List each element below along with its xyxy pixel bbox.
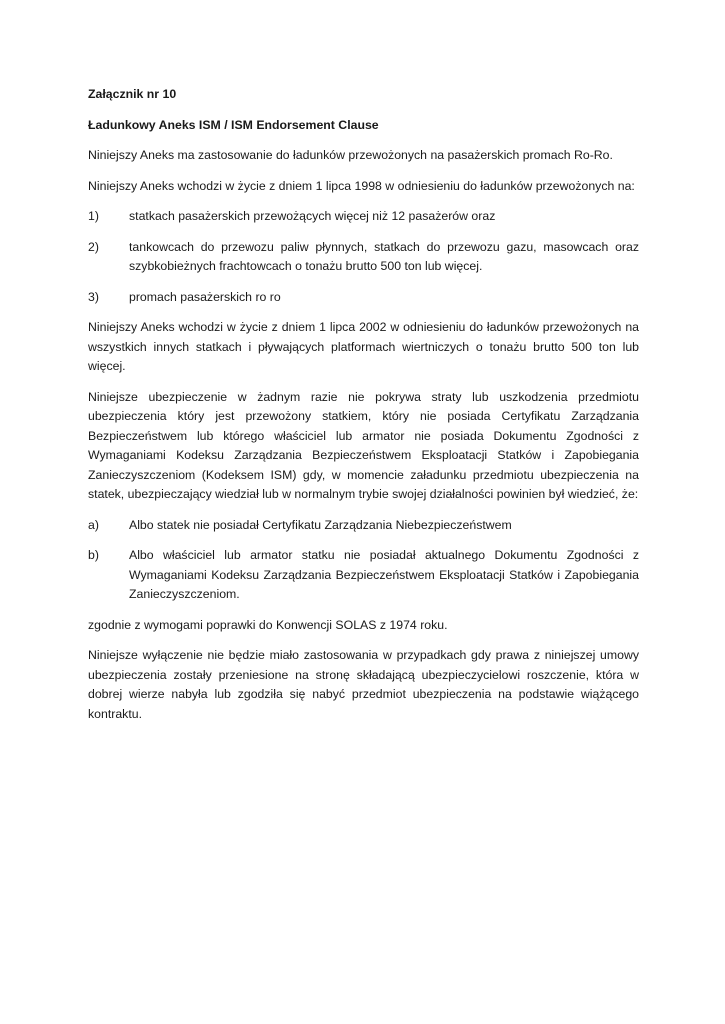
paragraph-effective-2002: Niniejszy Aneks wchodzi w życie z dniem 1 lipca 2002 w odniesieniu do ładunków przewożonych na wszystkich innych statkach i pływających platformach wiertniczych o tonażu brutto 500 ton lub więcej. [88, 320, 639, 373]
item-text: statkach pasażerskich przewożących więcej niż 12 pasażerów oraz [129, 209, 496, 223]
lettered-item [88, 516, 639, 536]
item-marker: b) [88, 548, 99, 562]
annex-heading: Załącznik nr 10 [88, 87, 177, 101]
numbered-item [88, 207, 639, 227]
paragraph-solas: zgodnie z wymogami poprawki do Konwencji SOLAS z 1974 roku. [88, 617, 448, 632]
paragraph-scope: Niniejszy Aneks ma zastosowanie do ładunków przewożonych na pasażerskich promach Ro-Ro. [88, 148, 613, 162]
item-marker: 1) [88, 209, 99, 223]
paragraph-exception: Niniejsze wyłączenie nie będzie miało zastosowania w przypadkach gdy prawa z niniejszej umowy ubezpieczenia zostały przeniesione na stronę składającą ubezpieczycielowi roszczenie, która w dobrej wierze nabyła lub zgodziła się nabyć przedmiot ubezpieczenia na podstawie wiążącego kontraktu. [88, 648, 639, 721]
numbered-item [88, 288, 639, 308]
item-text: promach pasażerskich ro ro [129, 289, 281, 304]
item-text: Albo właściciel lub armator statku nie posiadał aktualnego Dokumentu Zgodności z Wymaganiami Kodeksu Zarządzania Bezpieczeństwem Eksploatacji Statków i Zapobiegania Zanieczyszczeniom. [129, 548, 639, 601]
clause-title: Ładunkowy Aneks ISM / ISM Endorsement Clause [88, 117, 379, 132]
item-text: tankowcach do przewozu paliw płynnych, statkach do przewozu gazu, masowcach oraz szybkobieżnych frachtowcach o tonażu brutto 500 ton lub więcej. [129, 239, 639, 273]
item-marker: a) [88, 517, 99, 532]
lettered-item [88, 546, 639, 605]
paragraph-effective-1998: Niniejszy Aneks wchodzi w życie z dniem 1 lipca 1998 w odniesieniu do ładunków przewożonych na: [88, 178, 635, 193]
item-text: Albo statek nie posiadał Certyfikatu Zarządzania Niebezpieczeństwem [129, 517, 512, 532]
numbered-item [88, 238, 639, 277]
paragraph-exclusion: Niniejsze ubezpieczenie w żadnym razie nie pokrywa straty lub uszkodzenia przedmiotu ubezpieczenia który jest przewożony statkiem, który nie posiada Certyfikatu Zarządzania Bezpieczeństwem lub którego właściciel lub armator nie posiada Dokumentu Zgodności z Wymaganiami Kodeksu Zarządzania Bezpieczeństwem Eksploatacji Statków i Zapobiegania Zanieczyszczeniom (Kodeksem ISM) gdy, w momencie załadunku przedmiotu ubezpieczenia na statek, ubezpieczający wiedział lub w normalnym trybie swojej działalności powinien był wiedzieć, że: [88, 389, 639, 501]
item-marker: 3) [88, 289, 99, 304]
item-marker: 2) [88, 239, 99, 254]
document-page [88, 85, 639, 735]
